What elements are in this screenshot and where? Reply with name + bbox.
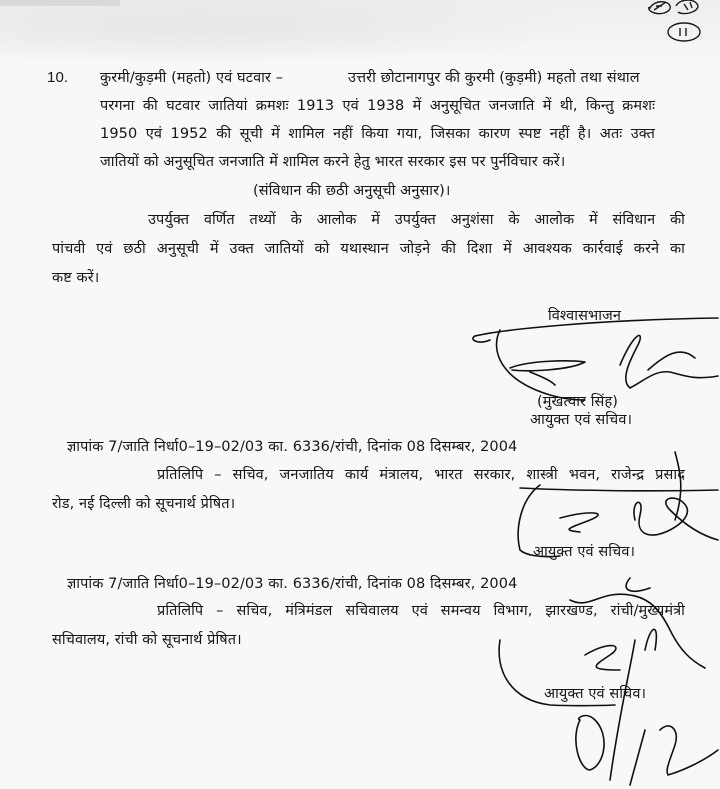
signatory-name: (मुखत्यार सिंह) [537,394,619,410]
para1-note: (संविधान की छठी अनुसूची अनुसार)। [253,183,451,199]
copy1-line2: रोड, नई दिल्ली को सूचनार्थ प्रेषित। [52,496,236,512]
copy2-line1: प्रतिलिपि – सचिव, मंत्रिमंडल सचिवालय एवं समन्वय विभाग, झारखण्ड, रांची/मुख्यमंत्री [157,603,685,619]
memo-line-2: ज्ञापांक 7/जाति निर्धा0–19–02/03 का. 6336/रांची, दिनांक 08 दिसम्बर, 2004 [67,576,518,592]
copy2-line2: सचिवालय, रांची को सूचनार्थ प्रेषित। [52,632,242,648]
closing-text: विश्वासभाजन [548,308,622,324]
scan-edge [0,0,120,6]
memo-line-1: ज्ञापांक 7/जाति निर्धा0–19–02/03 का. 6336/रांची, दिनांक 08 दिसम्बर, 2004 [67,439,518,455]
item-number: 10. [47,69,69,86]
copy1-designation: आयुक्त एवं सचिव। [533,544,636,560]
item-heading: कुरमी/कुड़मी (महतो) एवं घटवार – [100,70,284,86]
signatory-designation: आयुक्त एवं सचिव। [530,412,633,428]
para2-line1: उपर्युक्त वर्णित तथ्यों के आलोक में उपर्युक्त अनुशंसा के आलोक में संविधान की [148,212,685,228]
copy2-designation: आयुक्त एवं सचिव। [544,686,647,702]
para1-line3: 1950 एवं 1952 की सूची में शामिल नहीं किया गया, जिसका कारण स्पष्ट नहीं है। अतः उक्त [100,126,655,142]
para2-line3: कष्ट करें। [52,270,100,286]
corner-initials-mark [640,0,720,50]
para1-line4: जातियों को अनुसूचित जनजाति में शामिल करने हेतु भारत सरकार इस पर पुर्नविचार करें। [100,154,566,170]
para1-line1: उत्तरी छोटानागपुर की कुरमी (कुड़मी) महतो तथा संथाल [348,70,640,86]
para2-line2: पांचवी एवं छठी अनुसूची में उक्त जातियों को यथास्थान जोड़ने की दिशा में आवश्यक कार्रवाई करने का [52,241,685,257]
para1-line2: परगना की घटवार जातियां क्रमशः 1913 एवं 1938 में अनुसूचित जनजाति में थी, किन्तु क्रमशः [100,98,655,114]
copy1-line1: प्रतिलिपि – सचिव, जनजातिय कार्य मंत्रालय, भारत सरकार, शास्त्री भवन, राजेन्द्र प्रसाद [157,467,685,483]
